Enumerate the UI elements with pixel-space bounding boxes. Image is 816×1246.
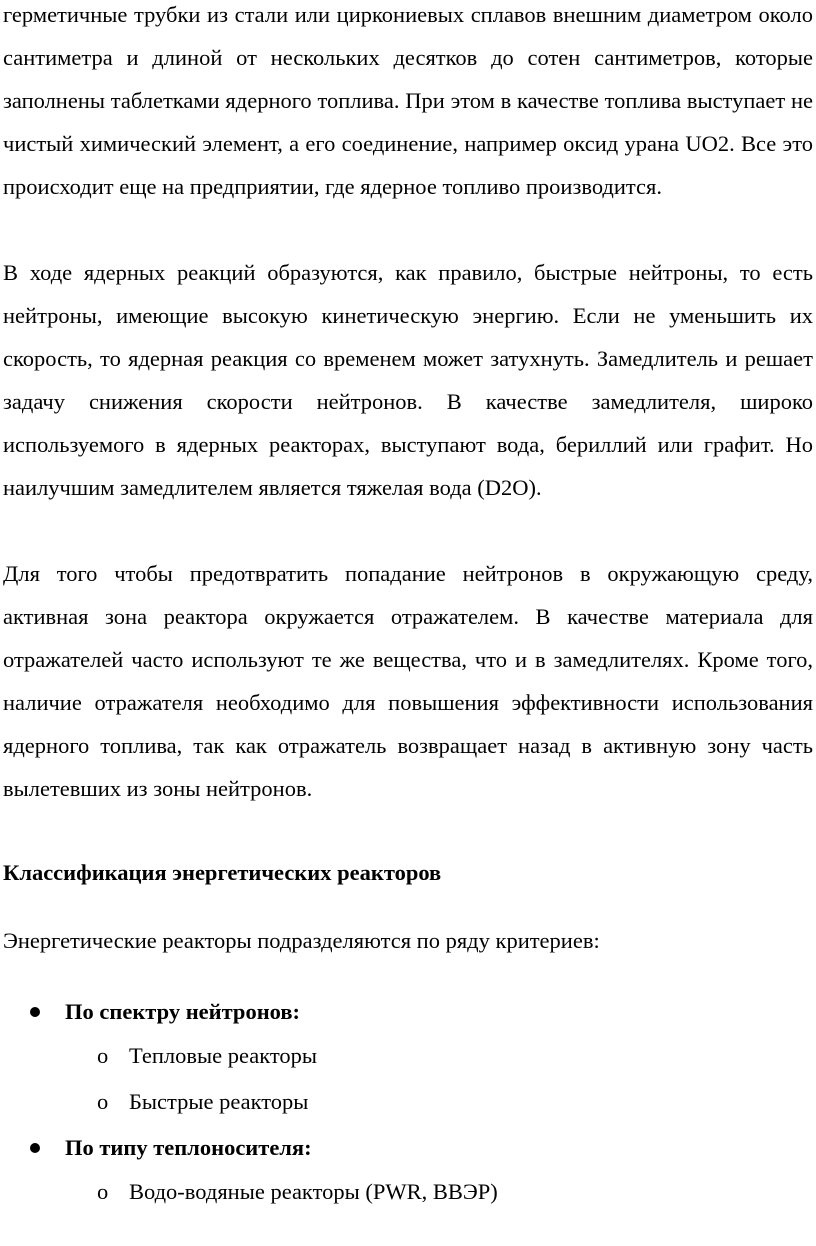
criteria-label: По спектру нейтронов:: [65, 999, 300, 1024]
paragraph-fuel-rods: герметичные трубки из стали или циркониевых сплавов внешним диаметром около сантиметра и длиной от нескольких десятков до сотен сантиметров, которые заполнены таблетками ядерного топлива. При этом в качестве топлива выступает не чистый химический элемент, а его соединение, например оксид урана UO2. Все это происходит еще на предприятии, где ядерное топливо производится.: [3, 2, 813, 199]
list-item: [97, 1170, 498, 1213]
list-item-label: Водо-водяные реакторы (PWR, ВВЭР): [129, 1179, 498, 1204]
list-item-label: Быстрые реакторы: [129, 1089, 309, 1114]
sub-bullet-marker: o: [97, 1089, 109, 1114]
paragraph-moderator: В ходе ядерных реакций образуются, как правило, быстрые нейтроны, то есть нейтроны, имеющие высокую кинетическую энергию. Если не уменьшить их скорость, то ядерная реакция со временем может затухнуть. Замедлитель и решает задачу снижения скорости нейтронов. В качестве замедлителя, широко используемого в ядерных реакторах, выступают вода, бериллий или графит. Но наилучшим замедлителем является тяжелая вода (D2O).: [3, 260, 813, 500]
criteria-item-spectrum: [30, 990, 300, 1033]
list-item-label: Тепловые реакторы: [129, 1043, 318, 1068]
intro-text: Энергетические реакторы подразделяются по ряду критериев:: [3, 928, 600, 953]
sub-bullet-marker: o: [97, 1043, 109, 1068]
list-item: [97, 1034, 317, 1077]
section-heading: Классификация энергетических реакторов: [3, 860, 442, 885]
criteria-item-coolant: [30, 1126, 312, 1169]
bullet-icon: [30, 1143, 40, 1153]
list-item: [97, 1080, 308, 1123]
criteria-label: По типу теплоносителя:: [65, 1135, 312, 1160]
paragraph-reflector: Для того чтобы предотвратить попадание нейтронов в окружающую среду, активная зона реактора окружается отражателем. В качестве материала для отражателей часто используют те же вещества, что и в замедлителях. Кроме того, наличие отражателя необходимо для повышения эффективности использования ядерного топлива, так как отражатель возвращает назад в активную зону часть вылетевших из зоны нейтронов.: [3, 561, 813, 801]
sub-bullet-marker: o: [97, 1179, 109, 1204]
bullet-icon: [30, 1007, 40, 1017]
